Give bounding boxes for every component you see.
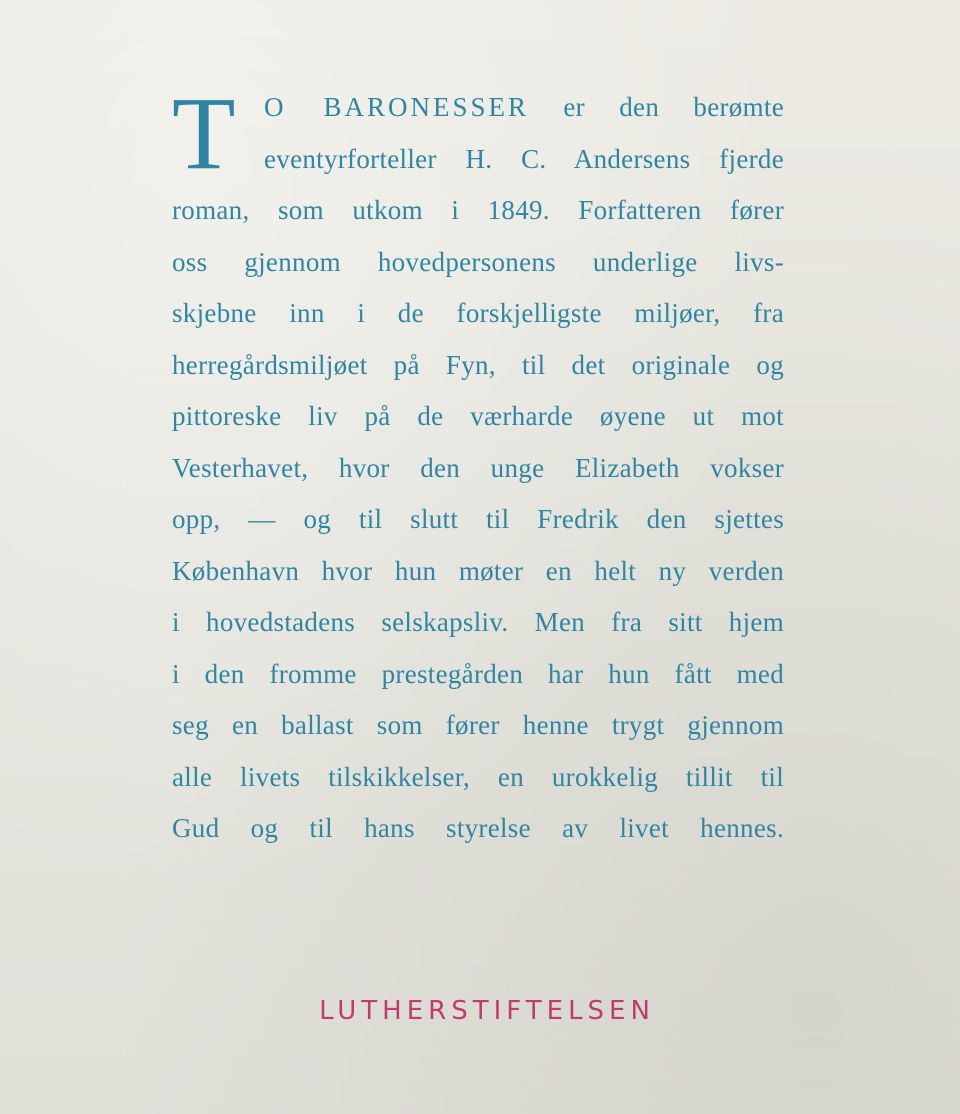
blurb-line-8: Vesterhavet, hvor den unge Elizabeth vokser [172,452,784,483]
blurb-line-15: Gud og til hans styrelse av livet hennes. [172,813,784,843]
blurb-line-6: herregårdsmiljøet på Fyn, til det originale og [172,349,784,380]
blurb-line-2: eventyrforteller H. C. Andersens fjerde [264,143,784,174]
blurb-line-1 [264,82,784,134]
title-small-caps: O BARONESSER [264,92,530,122]
blurb-line-13: seg en ballast som fører henne trygt gjennom [172,710,784,740]
blurb-line-10: København hvor hun møter en helt ny verden [172,555,784,586]
blurb-line-7: pittoreske liv på de værharde øyene ut mot [172,401,784,431]
blurb-line-3: roman, som utkom i 1849. Forfatteren fører [172,195,784,225]
publisher-name: LUTHERSTIFTELSEN [319,996,655,1026]
blurb-line-4: oss gjennom hovedpersonens underlige livs- [172,246,784,277]
blurb-line-14: alle livets tilskikkelser, en urokkelig tillit til [172,761,784,792]
blurb-line-12: i den fromme prestegården har hun fått med [172,658,784,689]
blurb-text [172,76,784,855]
blurb-line-9: opp, — og til slutt til Fredrik den sjettes [172,504,784,534]
drop-cap: T [172,76,236,191]
blurb-line-1-rest: er den berømte [563,92,784,122]
blurb-line-11: i hovedstadens selskapsliv. Men fra sitt hjem [172,607,784,637]
blurb-line-5: skjebne inn i de forskjelligste miljøer, fra [172,298,784,328]
